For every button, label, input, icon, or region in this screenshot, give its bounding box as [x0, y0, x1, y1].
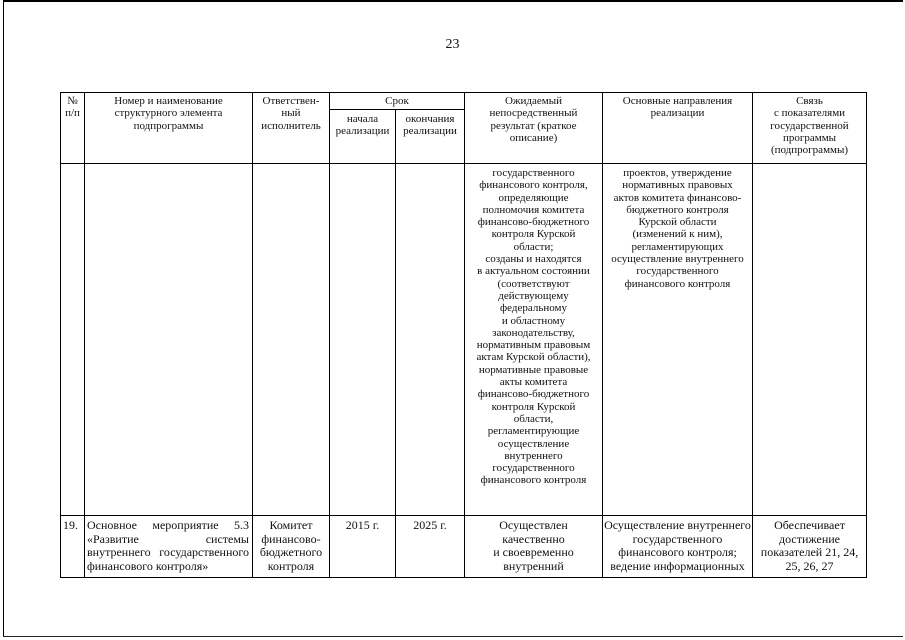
table-col-line-4	[395, 109, 396, 578]
page-number: 23	[445, 37, 460, 52]
header-directions: Основные направления реализации	[622, 95, 733, 120]
header-element-name: Номер и наименование структурного элемента подпрограммы	[114, 95, 223, 132]
header-term: Срок	[385, 95, 409, 107]
header-expected-result: Ожидаемый непосредственный результат (краткое описание)	[489, 95, 578, 144]
continued-directions: проектов, утверждение нормативных правовых актов комитета финансово- бюджетного контроля Курской области (изменений к ним), регламентирующих осуществление внутреннего государственного финансового контроля	[611, 167, 744, 290]
header-term-start: начала реализации	[335, 113, 390, 138]
row-19-element-name: Основное мероприятие 5.3 «Развитие системы внутреннего государственного финансового контроля»	[87, 519, 249, 573]
header-executor: Ответствен- ный исполнитель	[261, 95, 321, 132]
header-term-end: окончания реализации	[403, 113, 457, 138]
table-col-line-8	[866, 92, 867, 578]
row-19-end: 2025 г.	[413, 519, 447, 532]
continued-expected-result: государственного финансового контроля, определяющие полномочия комитета финансово-бюджетного контроля Курской области; созданы и находятся в актуальном состоянии (соответствуют действующему федеральному и областному законодательству, нормативным правовым актам Курской области), нормативные правовые акты комитета финансово-бюджетного контроля Курской области, регламентирующие осуществление внутреннего государственного финансового контроля	[476, 167, 591, 487]
table-line-term-split	[329, 109, 464, 110]
table-col-line-2	[252, 92, 253, 578]
header-indicator-link: Связь с показателями государственной программы (подпрограммы)	[770, 95, 849, 157]
table-col-line-0	[60, 92, 61, 578]
row-19-indicator-link: Обеспечивает достижение показателей 21, 24, 25, 26, 27	[760, 519, 859, 573]
row-19-number: 19.	[63, 519, 78, 532]
header-number: № п/п	[65, 95, 80, 120]
row-19-executor: Комитет финансово- бюджетного контроля	[259, 519, 323, 573]
table-col-line-6	[602, 92, 603, 578]
table-col-line-7	[752, 92, 753, 578]
row-19-expected-result: Осуществлен качественно и своевременно внутренний	[493, 519, 574, 573]
row-19-start: 2015 г.	[345, 519, 380, 532]
row-19-directions: Осуществление внутреннего государственного финансового контроля; ведение информационных	[604, 519, 751, 573]
table-col-line-3	[329, 92, 330, 578]
table-col-line-1	[84, 92, 85, 578]
